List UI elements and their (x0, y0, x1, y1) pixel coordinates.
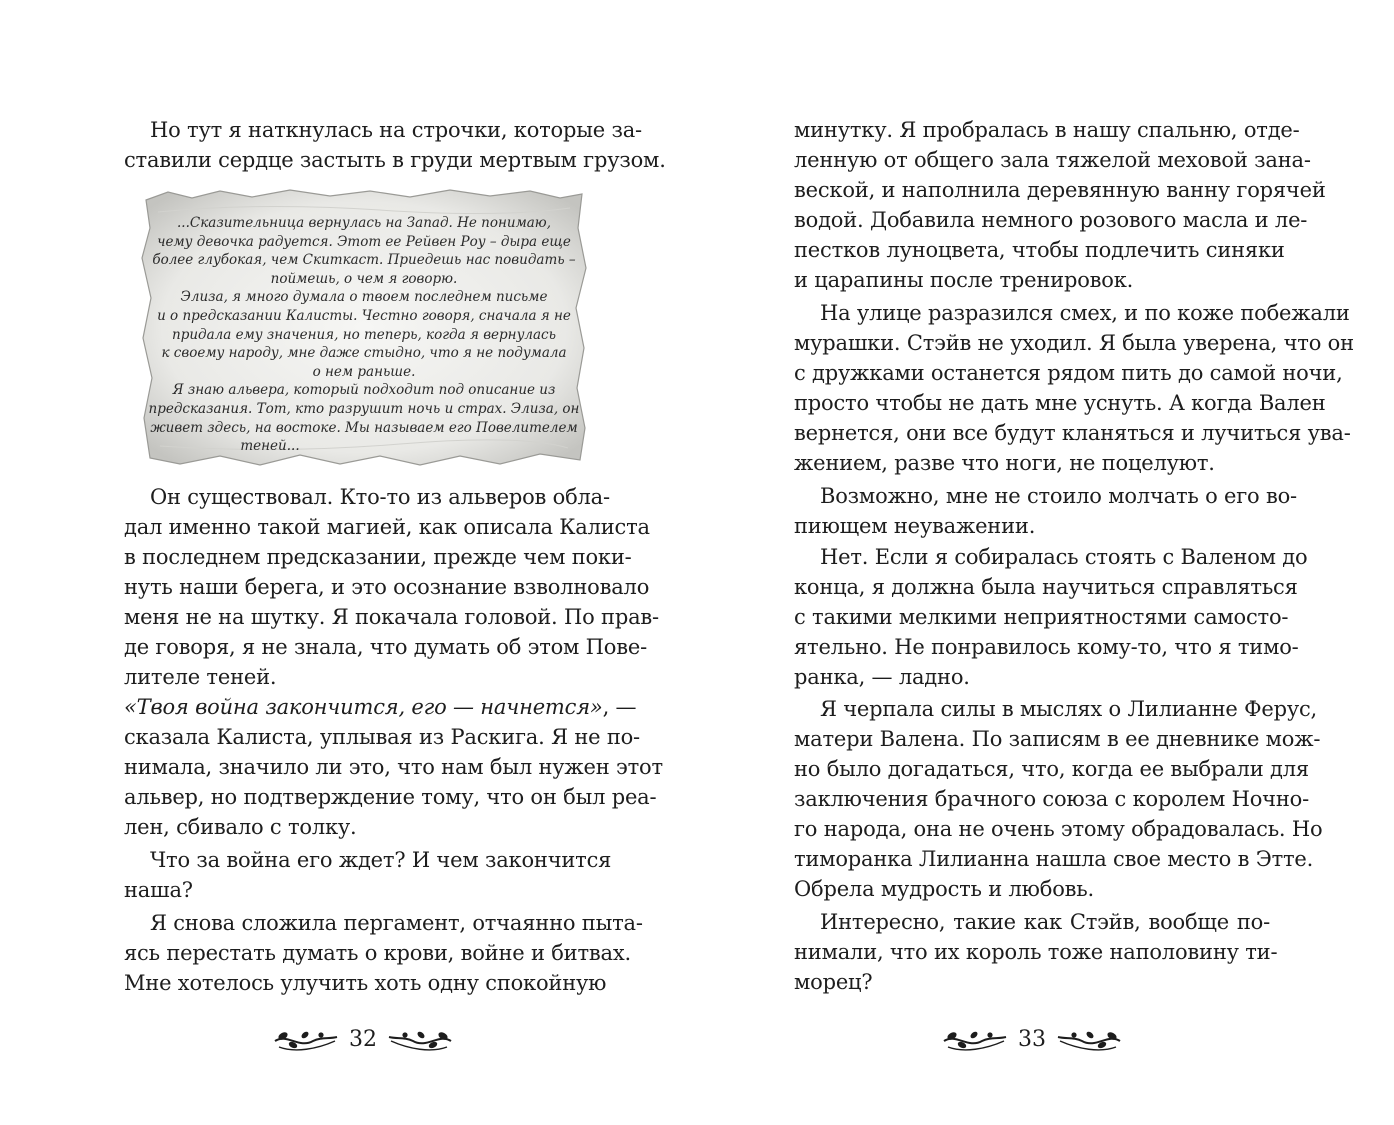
text-line: с такими мелкими неприятностями самосто- (794, 605, 1289, 629)
text-line: Обрела мудрость и любовь. (794, 877, 1094, 901)
letter-line: Элиза, я много думала о твоем последнем письме (180, 289, 548, 306)
text-line: Но тут я наткнулась на строчки, которые за- (150, 118, 642, 142)
leaf-vine-ornament-icon (387, 1027, 453, 1053)
text-line: Я снова сложила пергамент, отчаянно пыта- (150, 911, 643, 935)
text-line: лителе теней. (124, 665, 277, 689)
text-line: матери Валена. По записям в ее дневнике мож- (794, 727, 1321, 751)
text-line: ятельно. Не понравилось кому-то, что я тимо- (794, 635, 1299, 659)
text-line: го народа, она не очень этому обрадовалась. Но (794, 817, 1323, 841)
leaf-vine-ornament-icon (942, 1027, 1008, 1053)
text-line: Возможно, мне не стоило молчать о его во- (820, 484, 1297, 508)
text-line: пестков луноцвета, чтобы подлечить синяки (794, 238, 1285, 262)
letter-line: живет здесь, на востоке. Мы называем его Повелителем (150, 419, 578, 436)
text-line: нимали, что их король тоже наполовину ти- (794, 940, 1278, 964)
text-line: веской, и наполнила деревянную ванну горячей (794, 178, 1326, 202)
letter-line: придала ему значения, но теперь, когда я вернулась (172, 326, 556, 343)
quote-italic: «Твоя война закончится, его — начнется» (124, 695, 603, 719)
right-page (697, 0, 1394, 1125)
letter-line: теней... (240, 438, 300, 455)
text-line: наша? (124, 878, 193, 902)
letter-line: и о предсказании Калисты. Честно говоря, сначала я не (157, 308, 571, 324)
text-line: просто чтобы не дать мне уснуть. А когда Вален (794, 391, 1326, 415)
letter-line: предсказания. Тот, кто разрушит ночь и страх. Элиза, он (148, 401, 580, 417)
letter-line: о нем раньше. (312, 363, 416, 380)
text-line: мурашки. Стэйв не уходил. Я была уверена, что он (794, 331, 1354, 355)
text-line: лен, сбивало с толку. (124, 815, 357, 839)
text-line: сказала Калиста, уплывая из Раскига. Я не по- (124, 725, 640, 749)
page-number: 33 (1018, 1027, 1046, 1052)
leaf-vine-ornament-icon (273, 1027, 339, 1053)
text-line: ясь перестать думать о крови, войне и битвах. (124, 941, 631, 965)
text-line: дал именно такой магией, как описала Калиста (124, 515, 650, 539)
letter-line: чему девочка радуется. Этот ее Рейвен Роу – дыра еще (157, 233, 571, 250)
text-line: и царапины после тренировок. (794, 268, 1134, 292)
text-line: На улице разразился смех, и по коже побежали (820, 301, 1350, 325)
letter-line: более глубокая, чем Скиткаст. Приедешь нас повидать – (152, 252, 576, 269)
letter-line: поймешь, о чем я говорю. (270, 270, 458, 287)
text-line: нимала, значило ли это, что нам был нужен этот (124, 755, 663, 779)
text-line: заключения брачного союза с королем Ночно- (794, 787, 1309, 811)
text-line: Мне хотелось улучить хоть одну спокойную (124, 971, 607, 995)
text-line: минутку. Я пробралась в нашу спальню, отде- (794, 118, 1300, 142)
page-footer (248, 1022, 478, 1058)
letter-line: ...Сказительница вернулась на Запад. Не понимаю, (177, 215, 551, 231)
leaf-vine-ornament-icon (1056, 1027, 1122, 1053)
page-number: 32 (349, 1027, 377, 1052)
text-line: де говоря, я не знала, что думать об этом Пове- (124, 635, 647, 659)
text-line: но было догадаться, что, когда ее выбрали для (794, 757, 1309, 781)
text-line: вернется, они все будут кланяться и лучиться ува- (794, 421, 1351, 445)
text-line: Нет. Если я собиралась стоять с Валеном до (820, 545, 1308, 569)
text-line: меня не на шутку. Я покачала головой. По прав- (124, 605, 659, 629)
page-footer (917, 1022, 1147, 1058)
quote-line (124, 692, 637, 722)
letter-line: к своему народу, мне даже стыдно, что я не подумала (161, 345, 567, 362)
text-line: водой. Добавила немного розового масла и ле- (794, 208, 1308, 232)
text-line: нуть наши берега, и это осознание взволновало (124, 575, 650, 599)
letter-line: Я знаю альвера, который подходит под описание из (172, 382, 556, 399)
text-line: с дружками останется рядом пить до самой ночи, (794, 361, 1343, 385)
text-line: Я черпала силы в мыслях о Лилианне Ферус, (820, 697, 1318, 721)
text-line: тиморанка Лилианна нашла свое место в Этте. (794, 847, 1314, 871)
text-line: ранка, — ладно. (794, 665, 970, 689)
text-line: Он существовал. Кто-то из альверов обла- (150, 485, 610, 509)
text-line: в последнем предсказании, прежде чем поки- (124, 545, 632, 569)
text-line: Что за война его ждет? И чем закончится (150, 848, 612, 872)
text-line: конца, я должна была научиться справляться (794, 575, 1298, 599)
text-line: морец? (794, 970, 873, 994)
quote-dash: , — (602, 695, 637, 719)
text-line: ленную от общего зала тяжелой меховой зана- (794, 148, 1311, 172)
text-line: Интересно, такие как Стэйв, вообще по- (820, 910, 1270, 934)
parchment-letter (140, 188, 588, 468)
text-line: жением, разве что ноги, не поцелуют. (794, 451, 1215, 475)
text-line: пиющем неуважении. (794, 514, 1036, 538)
text-line: ставили сердце застыть в груди мертвым грузом. (124, 148, 666, 172)
text-line: альвер, но подтверждение тому, что он был реа- (124, 785, 657, 809)
